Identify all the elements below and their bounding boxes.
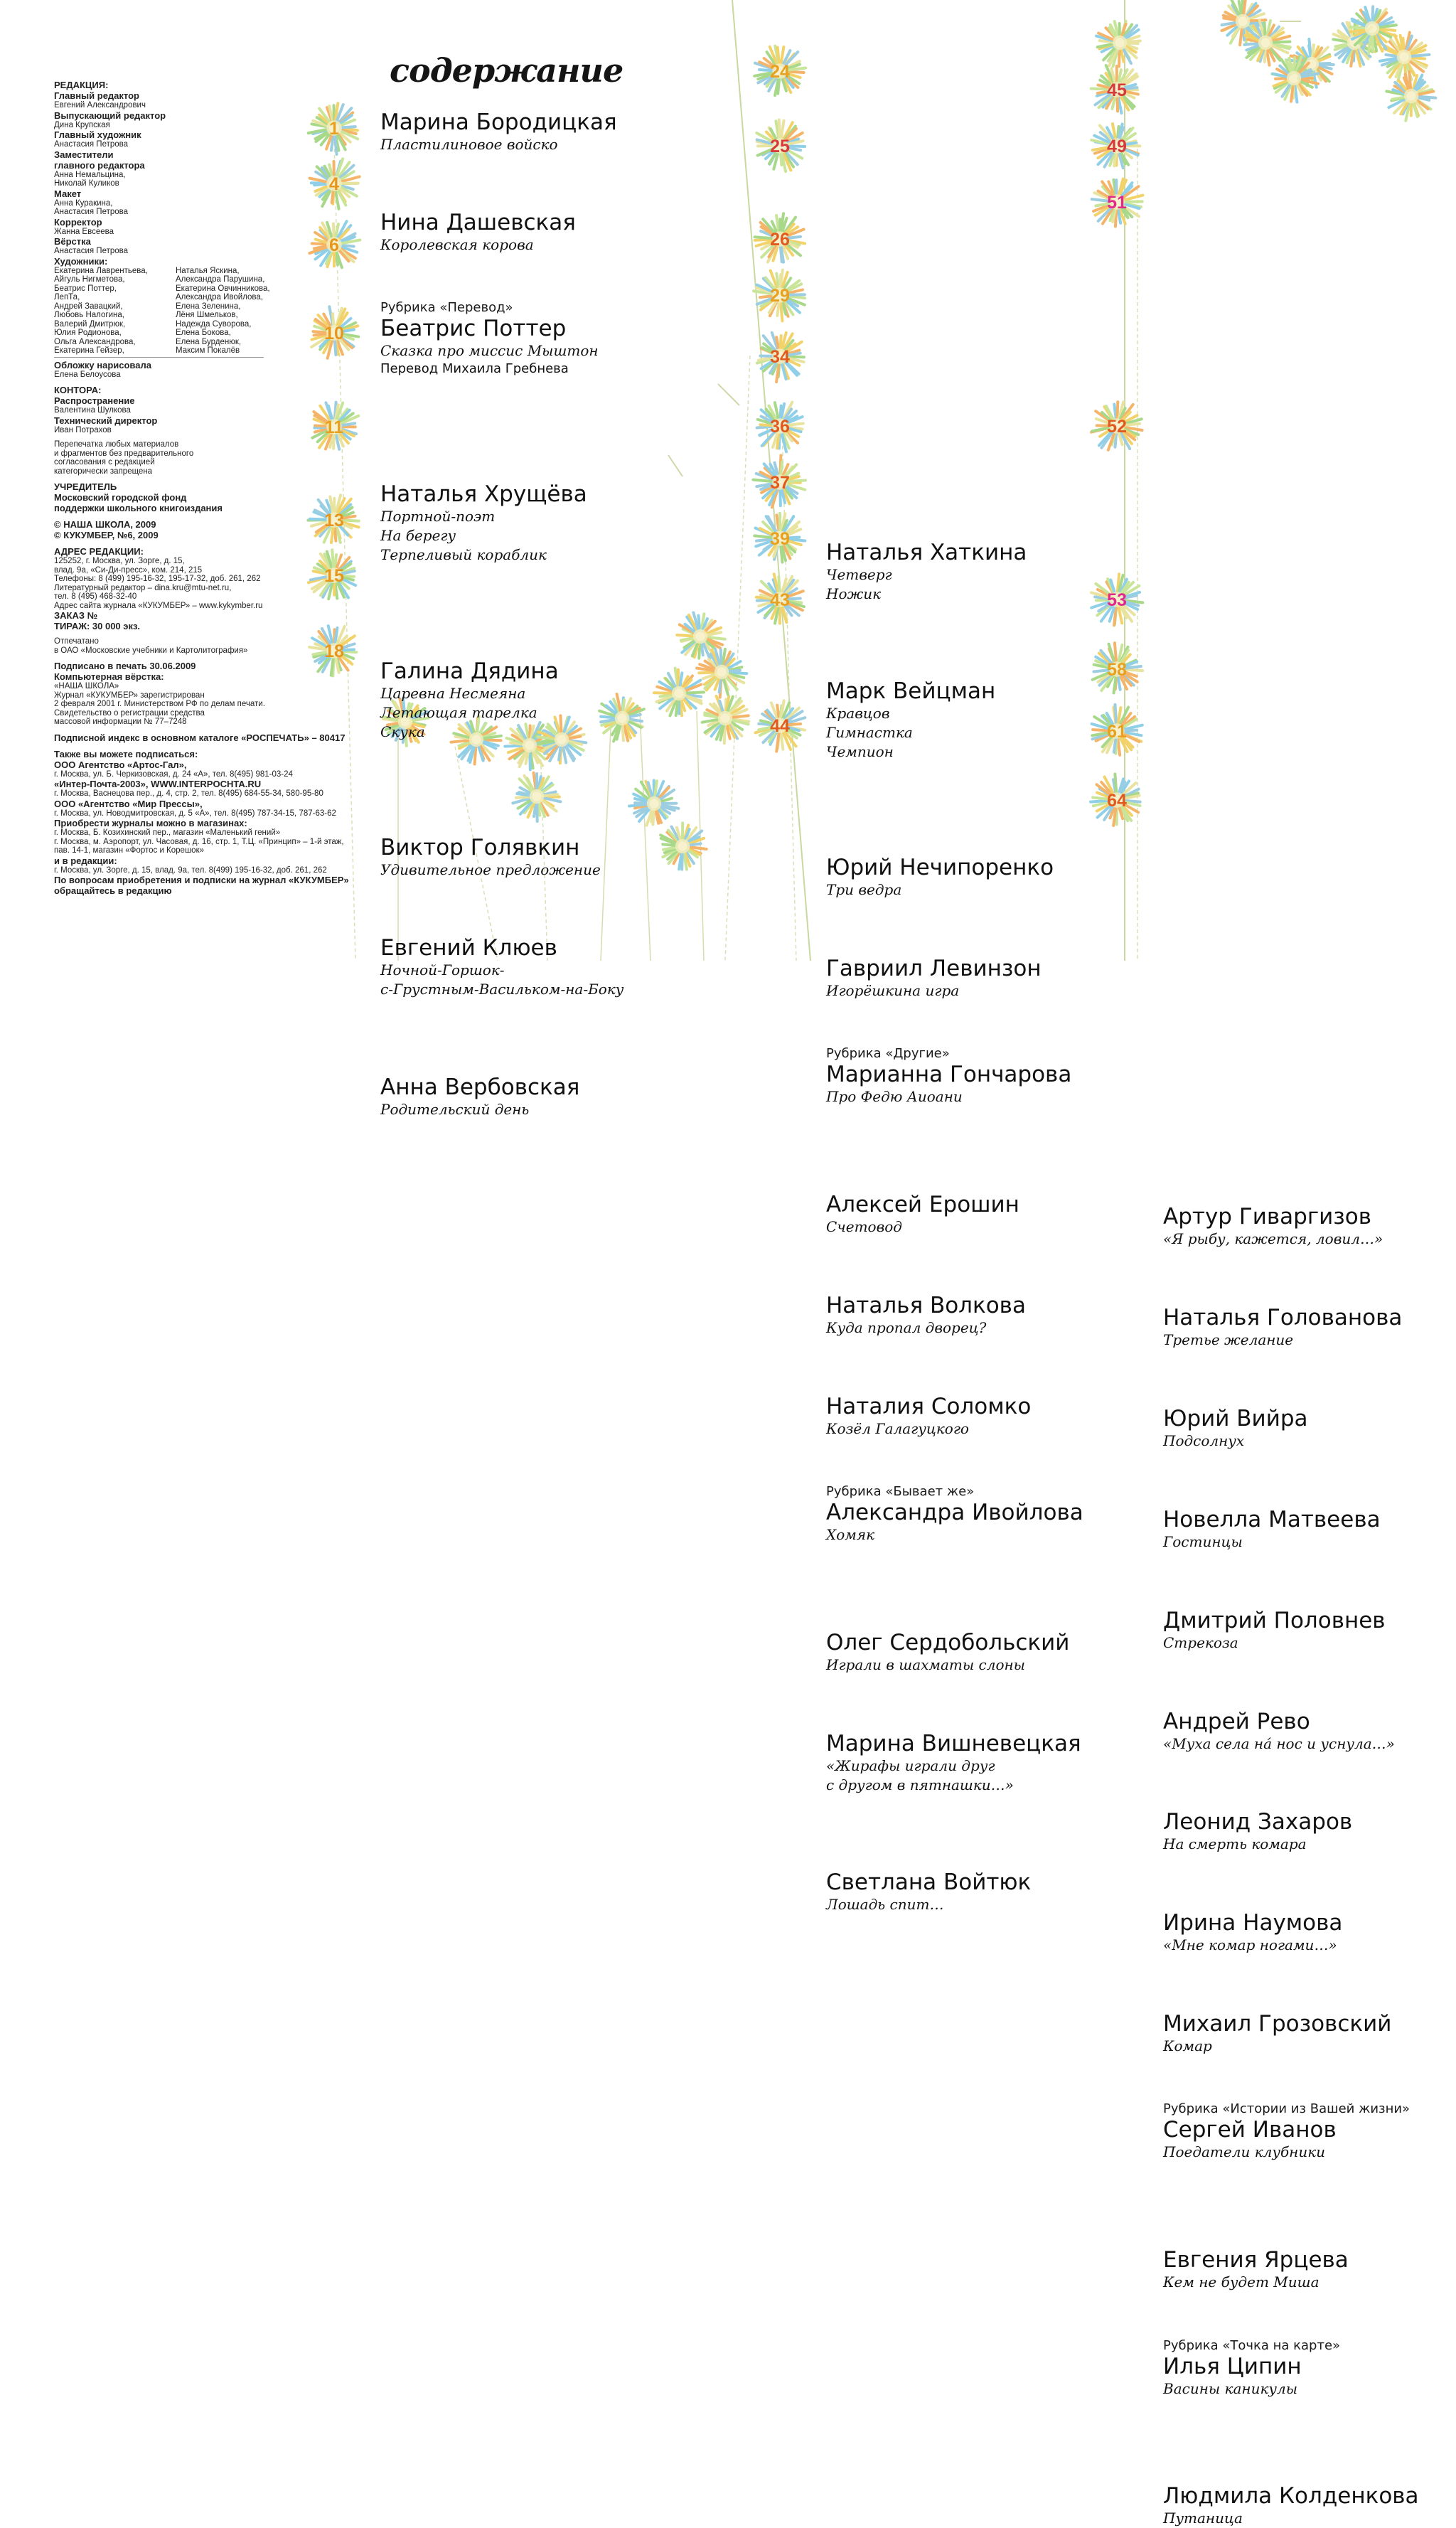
work-title: «Я рыбу, кажется, ловил…» (1163, 1230, 1447, 1249)
author-name: Нина Дашевская (380, 210, 665, 235)
page-number: 37 (759, 473, 801, 494)
page-number: 26 (759, 230, 801, 250)
imprint-heading: Главный редактор (54, 90, 388, 101)
work-title: На смерть комара (1163, 1835, 1447, 1854)
artist-name: Беатрис Поттер, (54, 284, 171, 294)
toc-entry (1163, 2011, 1447, 2056)
author-name: Наталья Голованова (1163, 1305, 1447, 1330)
page-number: 6 (313, 235, 355, 256)
artist-name: Ольга Александрова, (54, 338, 171, 347)
toc-entry (826, 855, 1110, 900)
imprint-heading: поддержки школьного книгоиздания (54, 503, 388, 513)
page-number: 10 (313, 324, 355, 344)
toc-entry (380, 1074, 665, 1119)
toc-entry (1163, 1204, 1447, 1249)
imprint-heading: ТИРАЖ: 30 000 экз. (54, 621, 388, 631)
work-title: Удивительное предложение (380, 860, 665, 880)
artist-name: Александра Парушина, (176, 275, 293, 284)
imprint-heading: По вопросам приобретения и подписки на журнал «КУКУМБЕР» (54, 875, 388, 885)
dandelion-shape (1096, 21, 1140, 66)
artist-name: Екатерина Гейзер, (54, 346, 171, 356)
toc-entry (380, 210, 665, 255)
toc-entry (826, 678, 1110, 762)
imprint-heading: Главный художник (54, 129, 388, 140)
imprint-text: Отпечатано (54, 637, 388, 646)
dandelion-shape (702, 696, 749, 743)
author-name: Александра Ивойлова (826, 1500, 1110, 1525)
imprint-heading: Макет (54, 188, 388, 199)
author-name: Олег Сердобольский (826, 1630, 1110, 1655)
imprint-heading: КОНТОРА: (54, 385, 388, 395)
page-number: 4 (313, 174, 355, 195)
work-title: Подсолнух (1163, 1431, 1447, 1451)
translator: Перевод Михаила Гребнева (380, 361, 665, 378)
artist-name: Екатерина Лаврентьева, (54, 267, 171, 276)
author-name: Марина Бородицкая (380, 110, 665, 135)
imprint-text: Анастасия Петрова (54, 208, 388, 217)
imprint-heading: © КУКУМБЕР, №6, 2009 (54, 530, 388, 540)
page-number: 64 (1096, 791, 1138, 811)
work-title: Играли в шахматы слоны (826, 1655, 1110, 1675)
toc-entry (1163, 1305, 1447, 1350)
author-name: Наталия Соломко (826, 1394, 1110, 1419)
artist-name: ЛепТа, (54, 293, 171, 302)
page-number: 34 (759, 347, 801, 368)
work-title: с-Грустным-Васильком-на-Боку (380, 980, 665, 999)
imprint-heading: ООО «Агентство «Мир Прессы», (54, 799, 388, 809)
imprint-heading: Технический директор (54, 415, 388, 426)
artist-name: Любовь Налогина, (54, 311, 171, 320)
imprint-heading: Вёрстка (54, 236, 388, 247)
page-number: 36 (759, 417, 801, 437)
author-name: Людмила Колденкова (1163, 2483, 1447, 2509)
imprint-heading: © НАША ШКОЛА, 2009 (54, 519, 388, 530)
work-title: Кравцов (826, 704, 1110, 723)
imprint-text: Анна Немальцина, (54, 171, 388, 180)
imprint-text: категорически запрещена (54, 467, 388, 476)
imprint-text: Валентина Шулкова (54, 406, 388, 415)
work-title: Ножик (826, 585, 1110, 604)
author-name: Гавриил Левинзон (826, 956, 1110, 981)
toc-entry (826, 1394, 1110, 1439)
imprint-text: Анастасия Петрова (54, 247, 388, 256)
author-name: Галина Дядина (380, 658, 665, 684)
imprint-text: Перепечатка любых материалов (54, 440, 388, 449)
work-title: Скука (380, 722, 665, 742)
toc-entry (380, 935, 665, 999)
toc-entry (1163, 2101, 1447, 2162)
author-name: Марк Вейцман (826, 678, 1110, 704)
artist-name: Валерий Дмитрюк, (54, 320, 171, 329)
imprint-heading: обращайтесь в редакцию (54, 885, 388, 896)
imprint-heading: Подписной индекс в основном каталоге «РОСПЕЧАТЬ» – 80417 (54, 732, 388, 743)
imprint-text: согласования с редакцией (54, 458, 388, 467)
imprint-text: тел. 8 (495) 468-32-40 (54, 592, 388, 602)
rubric-label: Рубрика «Другие» (826, 1046, 1110, 1062)
imprint-text: Свидетельство о регистрации средства (54, 709, 388, 718)
imprint-text: Адрес сайта журнала «КУКУМБЕР» – www.kykymber.ru (54, 602, 388, 611)
imprint-text: Николай Куликов (54, 179, 388, 188)
imprint-heading: Обложку нарисовала (54, 360, 388, 370)
toc-entry (826, 1484, 1110, 1545)
page-number: 51 (1096, 193, 1138, 213)
page-number: 44 (759, 716, 801, 737)
dandelion-shape (697, 649, 746, 698)
page-number: 29 (759, 286, 801, 306)
imprint-text: г. Москва, ул. Зорге, д. 15, влад. 9а, тел. 8(499) 195-16-32, доб. 261, 262 (54, 866, 388, 875)
toc-entry (380, 300, 665, 378)
imprint-heading: УЧРЕДИТЕЛЬ (54, 481, 388, 492)
rubric-label: Рубрика «Бывает же» (826, 1484, 1110, 1500)
imprint-heading: Выпускающий редактор (54, 110, 388, 121)
dandelion-shape (677, 612, 724, 658)
artist-name: Надежда Суворова, (176, 320, 293, 329)
imprint (54, 80, 388, 896)
toc-entry (826, 956, 1110, 1001)
work-title: Царевна Несмеяна (380, 684, 665, 703)
author-name: Анна Вербовская (380, 1074, 665, 1100)
author-name: Алексей Ерошин (826, 1192, 1110, 1217)
author-name: Евгения Ярцева (1163, 2247, 1447, 2273)
page-number: 53 (1096, 590, 1138, 611)
author-name: Наталья Хаткина (826, 540, 1110, 565)
toc-entry (826, 1870, 1110, 1914)
work-title: Козёл Галагуцкого (826, 1419, 1110, 1439)
author-name: Виктор Голявкин (380, 835, 665, 860)
dandelion-shape (629, 781, 678, 826)
imprint-heading: Приобрести журналы можно в магазинах: (54, 818, 388, 828)
author-name: Марина Вишневецкая (826, 1731, 1110, 1756)
author-name: Марианна Гончарова (826, 1062, 1110, 1087)
artist-name: Елена Бурденюк, (176, 338, 293, 347)
author-name: Наталья Хрущёва (380, 481, 665, 507)
imprint-text: 2 февраля 2001 г. Министерством РФ по делам печати. (54, 700, 388, 709)
work-title: Кем не будет Миша (1163, 2273, 1447, 2292)
imprint-text: г. Москва, ул. Новодмитровская, д. 5 «А», тел. 8(495) 787-34-15, 787-63-62 (54, 809, 388, 818)
imprint-heading: «Интер-Почта-2003», WWW.INTERPOCHTA.RU (54, 779, 388, 789)
imprint-text: г. Москва, Б. Козихинский пер., магазин «Маленький гений» (54, 828, 388, 838)
work-title: Поедатели клубники (1163, 2143, 1447, 2162)
imprint-heading: АДРЕС РЕДАКЦИИ: (54, 546, 388, 557)
author-name: Юрий Вийра (1163, 1406, 1447, 1431)
imprint-text: и фрагментов без предварительного (54, 449, 388, 459)
page-number: 15 (313, 566, 355, 587)
imprint-text: Жанна Евсеева (54, 228, 388, 237)
work-title: Третье желание (1163, 1330, 1447, 1350)
author-name: Сергей Иванов (1163, 2117, 1447, 2143)
dandelion-shape (660, 823, 707, 869)
artist-name: Елена Бокова, (176, 329, 293, 338)
imprint-heading: Московский городской фонд (54, 492, 388, 503)
artist-name: Лёня Шмельков, (176, 311, 293, 320)
imprint-text: Литературный редактор – dina.kru@mtu-net.ru, (54, 584, 388, 593)
toc-entry (380, 658, 665, 742)
page-number: 25 (759, 137, 801, 157)
contents-logo: содержание (390, 51, 623, 90)
toc-entry (826, 1630, 1110, 1675)
author-name: Ирина Наумова (1163, 1910, 1447, 1936)
imprint-text: пав. 14-1, магазин «Фортос и Корешок» (54, 846, 388, 855)
toc-entry (1163, 1406, 1447, 1451)
toc-entry (826, 1192, 1110, 1237)
rubric-label: Рубрика «Перевод» (380, 300, 665, 316)
imprint-text: Анастасия Петрова (54, 140, 388, 149)
author-name: Артур Гиваргизов (1163, 1204, 1447, 1230)
imprint-heading: Подписано в печать 30.06.2009 (54, 661, 388, 671)
page-number: 52 (1096, 417, 1138, 437)
work-title: Путаница (1163, 2509, 1447, 2528)
page-number: 18 (313, 641, 355, 662)
imprint-heading: ООО Агентство «Артос-Гал», (54, 759, 388, 770)
imprint-text: г. Москва, м. Аэропорт, ул. Часовая, д. 16, стр. 1, Т.Ц. «Принцип» – 1-й этаж, (54, 838, 388, 847)
toc-entry (1163, 1507, 1447, 1552)
imprint-heading: РЕДАКЦИЯ: (54, 80, 388, 90)
work-title: Терпеливый кораблик (380, 545, 665, 565)
author-name: Наталья Волкова (826, 1293, 1110, 1318)
imprint-text: Телефоны: 8 (499) 195-16-32, 195-17-32, доб. 261, 262 (54, 575, 388, 584)
work-title: Гостинцы (1163, 1532, 1447, 1552)
work-title: Гимнастка (826, 723, 1110, 742)
page-number: 61 (1096, 722, 1138, 742)
work-title: Портной-поэт (380, 507, 665, 526)
imprint-text: Евгений Александрович (54, 101, 388, 110)
imprint-heading: ЗАКАЗ № (54, 610, 388, 621)
toc-entry (380, 835, 665, 880)
work-title: Сказка про миссис Мыштон (380, 341, 665, 361)
work-title: Лошадь спит… (826, 1895, 1110, 1914)
dandelion-shape (1386, 72, 1435, 121)
dandelion-shape (513, 773, 560, 821)
page-number: 45 (1096, 80, 1138, 101)
artist-name: Айгуль Нигметова, (54, 275, 171, 284)
imprint-text: в ОАО «Московские учебники и Картолитография» (54, 646, 388, 656)
toc-entry (1163, 1809, 1447, 1854)
author-name: Евгений Клюев (380, 935, 665, 961)
rubric-label: Рубрика «Истории из Вашей жизни» (1163, 2101, 1447, 2117)
imprint-heading: главного редактора (54, 160, 388, 171)
work-title: Летающая тарелка (380, 703, 665, 722)
work-title: Хомяк (826, 1525, 1110, 1545)
toc-entry (380, 481, 665, 565)
author-name: Беатрис Поттер (380, 316, 665, 341)
work-title: Четверг (826, 565, 1110, 585)
imprint-text: «НАША ШКОЛА» (54, 682, 388, 691)
toc-entry (1163, 1709, 1447, 1754)
artist-name: Юлия Родионова, (54, 329, 171, 338)
imprint-text: массовой информации № 77–7248 (54, 718, 388, 727)
toc-entry (1163, 2338, 1447, 2399)
divider (54, 357, 264, 358)
imprint-text: 125252, г. Москва, ул. Зорге, д. 15, (54, 557, 388, 566)
page-number: 39 (759, 529, 801, 550)
imprint-text: Дина Крупская (54, 121, 388, 130)
rubric-label: Рубрика «Точка на карте» (1163, 2338, 1447, 2354)
work-title: Родительский день (380, 1100, 665, 1119)
imprint-text: Иван Потрахов (54, 426, 388, 435)
work-title: Стрекоза (1163, 1633, 1447, 1653)
page-number: 13 (313, 511, 355, 531)
work-title: На берегу (380, 526, 665, 545)
author-name: Михаил Грозовский (1163, 2011, 1447, 2037)
author-name: Дмитрий Половнев (1163, 1608, 1447, 1633)
imprint-heading: Компьютерная вёрстка: (54, 671, 388, 682)
artist-name: Александра Ивойлова, (176, 293, 293, 302)
work-title: Про Федю Аиоани (826, 1087, 1110, 1106)
work-title: Васины каникулы (1163, 2379, 1447, 2399)
imprint-heading: Художники: (54, 256, 388, 267)
author-name: Андрей Рево (1163, 1709, 1447, 1734)
imprint-text: Анна Куракина, (54, 199, 388, 208)
imprint-heading: Распространение (54, 395, 388, 406)
author-name: Юрий Нечипоренко (826, 855, 1110, 880)
toc-entry (1163, 1910, 1447, 1955)
imprint-heading: Корректор (54, 217, 388, 228)
work-title: Куда пропал дворец? (826, 1318, 1110, 1338)
imprint-heading: Заместители (54, 149, 388, 160)
work-title: «Жирафы играли друг (826, 1756, 1110, 1776)
imprint-text: г. Москва, Васнецова пер., д. 4, стр. 2, тел. 8(495) 684-55-34, 580-95-80 (54, 789, 388, 799)
work-title: «Мне комар ногами…» (1163, 1936, 1447, 1955)
work-title: Чемпион (826, 742, 1110, 762)
work-title: Счетовод (826, 1217, 1110, 1237)
author-name: Новелла Матвеева (1163, 1507, 1447, 1532)
page-number: 11 (313, 417, 355, 438)
work-title: Пластилиновое войско (380, 135, 665, 154)
toc-entry (1163, 1608, 1447, 1653)
work-title: с другом в пятнашки…» (826, 1776, 1110, 1795)
toc-entry (826, 1293, 1110, 1338)
work-title: Королевская корова (380, 235, 665, 255)
page-number: 24 (759, 62, 801, 82)
imprint-text: Журнал «КУКУМБЕР» зарегистрирован (54, 691, 388, 700)
work-title: Три ведра (826, 880, 1110, 900)
page-number: 1 (313, 119, 355, 139)
artist-name: Екатерина Овчинникова, (176, 284, 293, 294)
toc-entry (1163, 2483, 1447, 2528)
artist-name: Наталья Яскина, (176, 267, 293, 276)
toc-entry (380, 110, 665, 154)
toc-entry (826, 540, 1110, 604)
imprint-heading: Также вы можете подписаться: (54, 749, 388, 759)
artist-name: Андрей Завацкий, (54, 302, 171, 311)
author-name: Светлана Войтюк (826, 1870, 1110, 1895)
artist-name: Максим Покалёв (176, 346, 293, 356)
imprint-text: г. Москва, ул. Б. Черкизовская, д. 24 «А», тел. 8(495) 981-03-24 (54, 770, 388, 779)
work-title: «Муха села на́ нос и уснула…» (1163, 1734, 1447, 1754)
toc-entry (1163, 2247, 1447, 2292)
work-title: Игорёшкина игра (826, 981, 1110, 1001)
work-title: Комар (1163, 2037, 1447, 2056)
imprint-text: влад. 9а, «Си-Ди-пресс», ком. 214, 215 (54, 566, 388, 575)
toc-entry (826, 1731, 1110, 1795)
work-title: Ночной-Горшок- (380, 961, 665, 980)
toc-entry (826, 1046, 1110, 1106)
page-number: 49 (1096, 137, 1138, 157)
page-number: 43 (759, 590, 801, 611)
page-number: 58 (1096, 660, 1138, 681)
author-name: Илья Ципин (1163, 2354, 1447, 2379)
imprint-heading: и в редакции: (54, 855, 388, 866)
imprint-text: Елена Белоусова (54, 370, 388, 380)
artist-name: Елена Зеленина, (176, 302, 293, 311)
author-name: Леонид Захаров (1163, 1809, 1447, 1835)
